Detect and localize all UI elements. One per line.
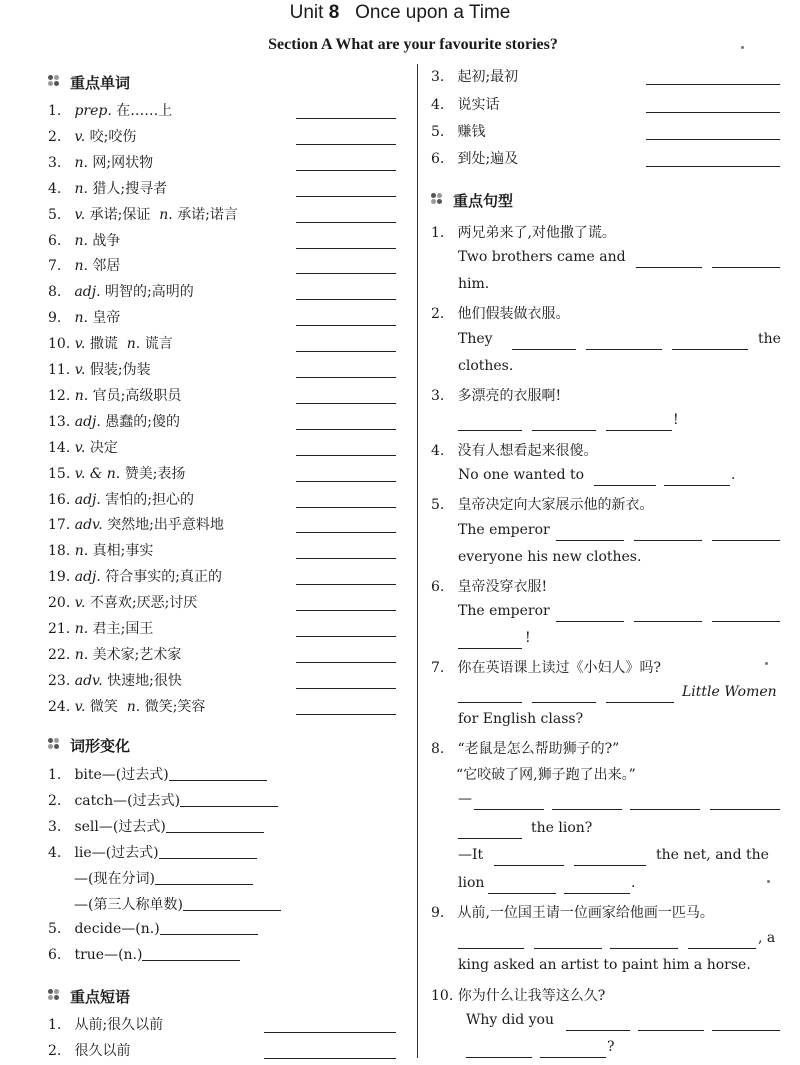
answer-blank[interactable]	[296, 620, 396, 637]
sentence-text: .	[731, 467, 736, 483]
meaning: 撒谎	[89, 336, 118, 353]
answer-blank[interactable]	[183, 896, 281, 911]
part-of-speech: n.	[74, 154, 88, 171]
sentence-item: 2. 他们假装做衣服。	[431, 306, 570, 322]
item-number: 5.	[48, 921, 62, 937]
part-of-speech: n.	[74, 387, 89, 404]
sentence-text: lion	[458, 875, 485, 891]
vocab-heading: 重点单词	[48, 72, 130, 93]
item-number: 3.	[48, 154, 62, 171]
meaning: 君主;国王	[92, 621, 154, 637]
part-of-speech: v.	[74, 336, 86, 353]
answer-blank[interactable]	[296, 335, 396, 352]
part-of-speech: v.	[74, 698, 86, 715]
answer-blank[interactable]	[634, 524, 702, 541]
sentence-text: for English class?	[458, 711, 584, 727]
vocab-item	[48, 540, 153, 560]
item-number: 20.	[48, 595, 71, 612]
answer-blank[interactable]	[512, 333, 576, 350]
answer-blank[interactable]	[264, 1042, 396, 1059]
sentence-text: the net, and the	[656, 847, 769, 863]
answer-blank[interactable]	[646, 150, 780, 167]
meaning: 网;网状物	[92, 154, 154, 171]
item-number: 18.	[48, 543, 71, 560]
item-number: 6.	[431, 151, 445, 167]
answer-blank[interactable]	[488, 877, 556, 894]
meaning: 真相;事实	[92, 543, 154, 560]
word-form-item	[48, 816, 264, 836]
word-form-prompt: true—(n.)	[74, 947, 143, 963]
phrase-item	[431, 148, 518, 168]
answer-blank[interactable]	[458, 686, 522, 703]
part-of-speech: v.	[74, 595, 86, 612]
item-number: 2.	[48, 128, 62, 145]
part-of-speech: n.	[74, 646, 89, 663]
sentence-text: the lion?	[531, 820, 593, 836]
sentence-text: him.	[458, 276, 490, 292]
answer-blank[interactable]	[634, 605, 702, 622]
answer-blank[interactable]	[556, 524, 624, 541]
vocab-item	[48, 230, 120, 250]
meaning: 谎言	[144, 336, 173, 353]
sentence-item: 4. 没有人想看起来很傻。	[431, 443, 598, 459]
answer-blank[interactable]	[296, 491, 396, 508]
meaning: 微笑	[89, 698, 118, 715]
answer-blank[interactable]	[296, 283, 396, 300]
sentence-text: the	[758, 331, 781, 347]
sentence-item: 5. 皇帝决定向大家展示他的新衣。	[431, 497, 654, 513]
answer-blank[interactable]	[296, 465, 396, 482]
sentence-text: —It	[458, 847, 484, 863]
answer-blank[interactable]	[296, 542, 396, 559]
part-of-speech: n.	[74, 232, 88, 249]
answer-blank[interactable]	[296, 387, 396, 404]
sentence-text: The emperor	[458, 603, 550, 619]
answer-blank[interactable]	[606, 686, 674, 703]
item-number: 15.	[48, 465, 71, 482]
vocab-item	[48, 255, 120, 275]
sentence-item: 6. 皇帝没穿衣服!	[431, 579, 548, 595]
word-form-prompt: lie—(过去式)	[74, 845, 159, 861]
part-of-speech: adj.	[74, 284, 101, 301]
part-of-speech: v.	[74, 128, 86, 145]
item-number: 3.	[48, 819, 62, 835]
item-number: 12.	[48, 387, 71, 404]
meaning: 官员;高级职员	[92, 387, 182, 404]
part-of-speech: n.	[74, 310, 88, 327]
part-of-speech: adj.	[74, 569, 101, 586]
answer-blank[interactable]	[169, 766, 267, 781]
answer-blank[interactable]	[296, 128, 396, 145]
part-of-speech: v. & n.	[74, 465, 121, 482]
answer-blank[interactable]	[296, 594, 396, 611]
item-number: 1.	[48, 103, 62, 119]
vocab-item	[48, 696, 205, 716]
sentence-text: clothes.	[458, 358, 514, 374]
sentence-text: They	[458, 331, 493, 347]
sentence-item: 10. 你为什么让我等这么久?	[431, 988, 606, 1004]
answer-blank[interactable]	[166, 818, 264, 833]
item-number: 17.	[48, 517, 71, 534]
answer-blank[interactable]	[688, 932, 756, 949]
item-number: 22.	[48, 646, 71, 663]
answer-blank[interactable]	[160, 920, 258, 935]
answer-blank[interactable]	[296, 672, 396, 689]
answer-blank[interactable]	[630, 793, 700, 810]
answer-blank[interactable]	[606, 414, 672, 431]
vocab-item	[48, 307, 120, 327]
answer-blank[interactable]	[672, 333, 748, 350]
item-number: 24.	[48, 698, 71, 715]
answer-blank[interactable]	[458, 414, 522, 431]
word-form-prompt: —(现在分词)	[74, 871, 155, 887]
vocab-item	[48, 411, 180, 431]
forms-heading: 词形变化	[48, 735, 130, 756]
item-number: 10.	[48, 336, 71, 353]
vocab-item	[48, 385, 181, 405]
part-of-speech: v.	[74, 362, 86, 378]
item-number: 5.	[48, 206, 62, 223]
answer-blank[interactable]	[712, 524, 780, 541]
part-of-speech: prep.	[74, 103, 112, 119]
meaning: 决定	[89, 439, 118, 456]
item-number: 1.	[48, 767, 62, 783]
meaning: 猎人;搜寻者	[92, 180, 168, 197]
answer-blank[interactable]	[710, 793, 780, 810]
answer-blank[interactable]	[474, 793, 544, 810]
part-of-speech: n.	[74, 621, 89, 637]
answer-blank[interactable]	[556, 605, 624, 622]
vocab-item	[48, 100, 172, 120]
sentence-text: Two brothers came and	[458, 249, 626, 265]
sentence-text: Little Women	[682, 684, 777, 700]
item-number: 2.	[48, 793, 62, 809]
phrase-meaning: 起初;最初	[457, 69, 519, 85]
sentence-item: 8. “老鼠是怎么帮助狮子的?”	[431, 741, 620, 757]
meaning: 承诺;保证	[89, 206, 151, 223]
sentence-text: king asked an artist to paint him a horse.	[458, 957, 751, 973]
word-form-item	[48, 920, 258, 937]
answer-blank[interactable]	[142, 946, 240, 961]
answer-blank[interactable]	[552, 793, 622, 810]
vocab-item	[48, 644, 181, 664]
word-form-prompt: catch—(过去式)	[74, 793, 181, 809]
item-number: 19.	[48, 569, 71, 586]
answer-blank[interactable]	[574, 849, 646, 866]
vocab-item	[48, 152, 153, 172]
answer-blank[interactable]	[594, 469, 656, 486]
section-title: Section A What are your favourite stories?	[268, 36, 558, 53]
answer-blank[interactable]	[646, 96, 780, 113]
item-number: 5.	[431, 124, 445, 140]
vocab-item	[48, 178, 167, 198]
word-form-prompt: decide—(n.)	[74, 921, 160, 937]
meaning: 微笑;笑容	[144, 698, 206, 715]
answer-blank[interactable]	[296, 646, 396, 663]
sentence-text: everyone his new clothes.	[458, 549, 642, 565]
item-number: 4.	[48, 845, 62, 861]
phrase-item	[431, 66, 518, 86]
scan-speck	[765, 662, 768, 665]
answer-blank[interactable]	[458, 822, 522, 839]
answer-blank[interactable]	[296, 698, 396, 715]
answer-blank[interactable]	[180, 792, 278, 807]
meaning: 咬;咬伤	[89, 128, 137, 145]
item-number: 2.	[48, 1043, 62, 1059]
item-number: 1.	[48, 1017, 62, 1033]
word-form-item	[48, 842, 257, 862]
answer-blank[interactable]	[532, 414, 596, 431]
part-of-speech: n.	[126, 336, 141, 353]
answer-blank[interactable]	[296, 232, 396, 249]
item-number: 4.	[48, 180, 62, 197]
vocab-item	[48, 126, 136, 146]
sentence-item: 9. 从前,一位国王请一位画家给他画一匹马。	[431, 905, 714, 921]
answer-blank[interactable]	[296, 361, 396, 378]
answer-blank[interactable]	[566, 1014, 630, 1031]
scan-speck	[741, 46, 744, 49]
meaning: 明智的;高明的	[105, 284, 194, 301]
answer-blank[interactable]	[155, 870, 253, 885]
part-of-speech: n.	[74, 258, 88, 275]
sentence-text: Why did you	[466, 1012, 554, 1028]
item-number: 7.	[48, 258, 62, 275]
vocab-item	[48, 333, 173, 353]
answer-blank[interactable]	[610, 932, 678, 949]
vocab-item	[48, 437, 118, 457]
section-bullet-icon	[48, 738, 64, 752]
answer-blank[interactable]	[296, 568, 396, 585]
sentences-heading: 重点句型	[431, 190, 513, 211]
answer-blank[interactable]	[296, 439, 396, 456]
answer-blank[interactable]	[712, 1014, 780, 1031]
answer-blank[interactable]	[586, 333, 662, 350]
answer-blank[interactable]	[458, 632, 522, 649]
answer-blank[interactable]	[532, 686, 596, 703]
item-number: 16.	[48, 491, 71, 508]
part-of-speech: n.	[159, 206, 173, 223]
meaning: 美术家;艺术家	[92, 646, 182, 663]
item-number: 14.	[48, 439, 71, 456]
column-divider	[417, 64, 418, 1058]
phrase-meaning: 说实话	[457, 97, 500, 113]
phrase-item	[431, 94, 499, 114]
part-of-speech: v.	[74, 206, 86, 223]
part-of-speech: adj.	[74, 491, 101, 508]
vocab-item	[48, 566, 222, 586]
scan-speck	[767, 880, 770, 883]
item-number: 23.	[48, 672, 71, 689]
vocab-item	[48, 618, 153, 638]
item-number: 3.	[431, 69, 445, 85]
sentence-text: No one wanted to	[458, 467, 585, 483]
item-number: 13.	[48, 413, 71, 430]
vocab-item	[48, 281, 194, 301]
answer-blank[interactable]	[296, 102, 396, 119]
item-number: 6.	[48, 947, 62, 963]
sentence-text: , a	[758, 930, 776, 946]
vocab-item	[48, 670, 182, 690]
answer-blank[interactable]	[564, 877, 630, 894]
answer-blank[interactable]	[296, 309, 396, 326]
answer-blank[interactable]	[646, 68, 780, 85]
answer-blank[interactable]	[664, 469, 730, 486]
item-number: 8.	[48, 284, 62, 301]
unit-title: Unit 8 Once upon a Time	[289, 2, 511, 23]
part-of-speech: v.	[74, 439, 86, 456]
part-of-speech: n.	[74, 543, 89, 560]
meaning: 赞美;表扬	[124, 465, 186, 482]
sentence-text: .	[631, 875, 636, 891]
phrase-meaning: 到处;遍及	[457, 151, 519, 167]
word-form-prompt: sell—(过去式)	[74, 819, 166, 835]
word-form-item	[74, 894, 281, 914]
part-of-speech: adv.	[74, 517, 103, 534]
answer-blank[interactable]	[296, 516, 396, 533]
answer-blank[interactable]	[636, 251, 702, 268]
meaning: 符合事实的;真正的	[105, 569, 222, 586]
vocab-item	[48, 592, 197, 612]
meaning: 皇帝	[92, 310, 121, 327]
phrase-meaning: 从前;很久以前	[74, 1017, 164, 1033]
answer-blank[interactable]	[540, 1041, 606, 1058]
part-of-speech: n.	[126, 698, 141, 715]
vocab-item	[48, 514, 224, 534]
part-of-speech: adv.	[74, 672, 103, 689]
meaning: 战争	[92, 232, 121, 249]
sentence-item: 7. 你在英语课上读过《小妇人》吗?	[431, 660, 661, 676]
phrases-heading: 重点短语	[48, 986, 130, 1007]
answer-blank[interactable]	[712, 251, 780, 268]
sentence-item: 3. 多漂亮的衣服啊!	[431, 388, 562, 404]
answer-blank[interactable]	[296, 154, 396, 171]
phrase-item	[48, 1014, 163, 1034]
section-bullet-icon	[48, 75, 64, 89]
meaning: 邻居	[92, 258, 121, 275]
item-number: 6.	[48, 232, 62, 249]
sentence-item: 1. 两兄弟来了,对他撒了谎。	[431, 225, 616, 241]
answer-blank[interactable]	[638, 1014, 704, 1031]
answer-blank[interactable]	[458, 932, 524, 949]
answer-blank[interactable]	[296, 257, 396, 274]
meaning: 快速地;很快	[107, 672, 182, 689]
item-number: 4.	[431, 97, 445, 113]
vocab-item	[48, 489, 194, 509]
meaning: 假装;伪装	[89, 362, 151, 378]
vocab-item	[48, 204, 238, 224]
item-number: 9.	[48, 310, 62, 327]
meaning: 不喜欢;厌恶;讨厌	[89, 595, 198, 612]
item-number: 11.	[48, 362, 71, 378]
word-form-item	[48, 790, 278, 810]
phrase-item	[431, 121, 485, 141]
phrase-meaning: 很久以前	[74, 1043, 131, 1059]
meaning: 突然地;出乎意料地	[107, 517, 224, 534]
word-form-item	[74, 868, 253, 888]
phrase-item	[48, 1040, 130, 1060]
vocab-item	[48, 359, 151, 379]
meaning: 在……上	[116, 103, 173, 119]
word-form-prompt: bite—(过去式)	[74, 767, 169, 783]
sentence-text: !	[673, 412, 679, 428]
sentence-text: !	[525, 630, 531, 646]
phrase-meaning: 赚钱	[457, 124, 486, 140]
answer-blank[interactable]	[712, 605, 780, 622]
meaning: 愚蠢的;傻的	[105, 413, 180, 430]
answer-blank[interactable]	[296, 206, 396, 223]
answer-blank[interactable]	[296, 413, 396, 430]
section-bullet-icon	[431, 193, 447, 207]
item-number: 21.	[48, 621, 71, 637]
sentence-text: —	[458, 791, 472, 807]
part-of-speech: adj.	[74, 413, 101, 430]
sentence-text: ?	[607, 1039, 615, 1055]
vocab-item	[48, 463, 185, 483]
answer-blank[interactable]	[264, 1016, 396, 1033]
part-of-speech: n.	[74, 180, 88, 197]
word-form-prompt: —(第三人称单数)	[74, 897, 183, 913]
answer-blank[interactable]	[534, 932, 602, 949]
answer-blank[interactable]	[296, 180, 396, 197]
answer-blank[interactable]	[159, 844, 257, 859]
answer-blank[interactable]	[466, 1041, 532, 1058]
answer-blank[interactable]	[494, 849, 564, 866]
word-form-item	[48, 764, 267, 784]
meaning: 害怕的;担心的	[105, 491, 194, 508]
meaning: 承诺;诺言	[177, 206, 238, 223]
word-form-item	[48, 946, 240, 963]
section-bullet-icon	[48, 989, 64, 1003]
sentence-text: The emperor	[458, 522, 550, 538]
answer-blank[interactable]	[646, 123, 780, 140]
sentence-text: “它咬破了网,狮子跑了出来。”	[456, 767, 636, 783]
